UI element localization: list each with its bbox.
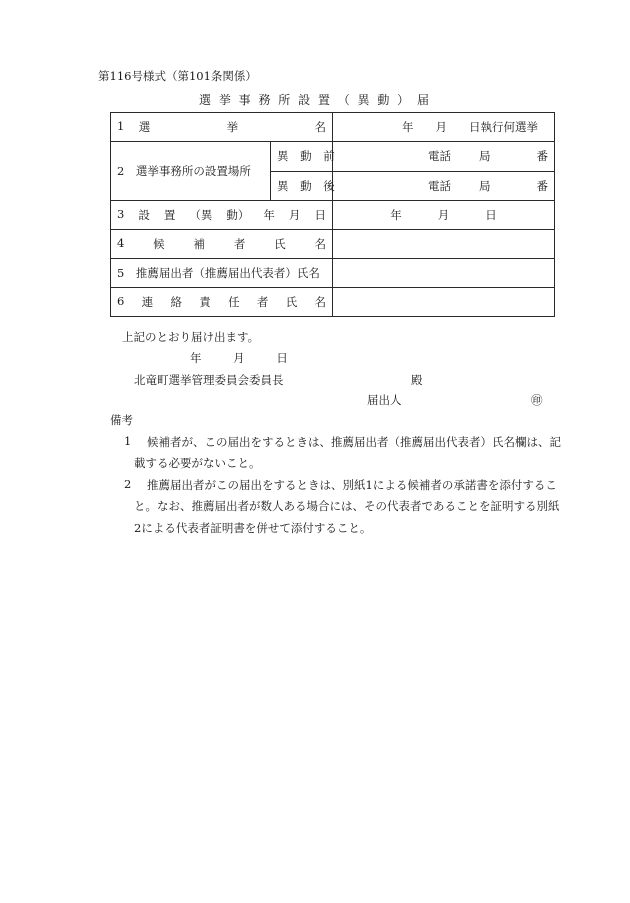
note-1-line-2: 載する必要がないこと。: [134, 456, 261, 470]
row-recommender-name: [111, 259, 555, 288]
applicant-label: 届出人: [367, 393, 402, 407]
row-setup-date: [111, 201, 555, 230]
label-recommender-name: 5 推薦届出者（推薦届出代表者）氏名: [111, 259, 333, 288]
document-title: 選 挙 事 務 所 設 置 （ 異 動 ） 届: [199, 93, 431, 107]
label-election-name: 1 選 挙 名: [111, 113, 333, 142]
seal-mark: ㊞: [531, 393, 543, 407]
note-1-line-1: 候補者が、この届出をするときは、推薦届出者（推薦届出代表者）氏名欄は、記: [147, 435, 561, 449]
submission-statement: 上記のとおり届け出ます。: [122, 330, 260, 344]
label-before-change: 異 動 前: [271, 142, 333, 172]
note-2-line-3: 2による代表者証明書を併せて添付すること。: [134, 521, 372, 535]
submission-date[interactable]: 年 月 日: [190, 351, 288, 365]
label-contact-person-name: 6 連 絡 責 任 者 氏 名: [111, 288, 333, 317]
value-before-change[interactable]: 電話 局 番: [333, 142, 555, 172]
note-1-number: 1: [124, 434, 132, 448]
label-after-change: 異 動 後: [271, 171, 333, 201]
honorific: 殿: [411, 373, 423, 387]
value-candidate-name[interactable]: [333, 230, 555, 259]
label-candidate-name: 4 候 補 者 氏 名: [111, 230, 333, 259]
row-office-location-before: [111, 142, 555, 172]
note-2-number: 2: [124, 477, 132, 491]
row-election-name: [111, 113, 555, 142]
label-office-location: 2 選挙事務所の設置場所: [111, 142, 271, 201]
notification-table: [110, 112, 555, 317]
row-contact-person-name: [111, 288, 555, 317]
row-candidate-name: [111, 230, 555, 259]
value-setup-date[interactable]: 年 月 日: [333, 201, 555, 230]
value-after-change[interactable]: 電話 局 番: [333, 171, 555, 201]
value-recommender-name[interactable]: [333, 259, 555, 288]
label-setup-date: 3 設 置 （異 動） 年 月 日: [111, 201, 333, 230]
remarks-heading: 備考: [110, 413, 133, 427]
form-number: 第116号様式（第101条関係）: [98, 69, 257, 83]
value-contact-person-name[interactable]: [333, 288, 555, 317]
value-election-name[interactable]: 年 月 日執行何選挙: [333, 113, 555, 142]
addressee: 北竜町選挙管理委員会委員長: [134, 373, 284, 387]
note-2-line-2: と。なお、推薦届出者が数人ある場合には、その代表者であることを証明する別紙: [134, 499, 560, 513]
note-2-line-1: 推薦届出者がこの届出をするときは、別紙1による候補者の承諾書を添付するこ: [147, 478, 557, 492]
